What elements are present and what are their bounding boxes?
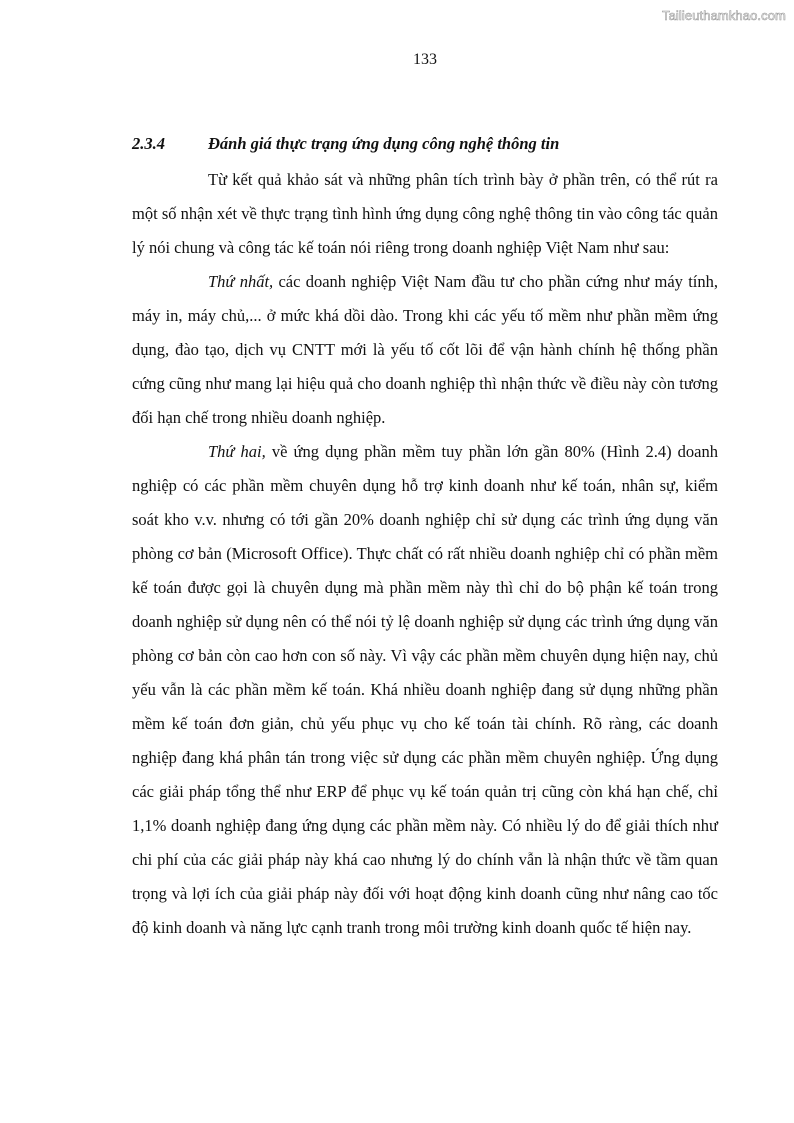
section-heading (132, 133, 722, 155)
paragraph-text: các doanh nghiệp Việt Nam đầu tư cho phần cứng như máy tính, máy in, máy chủ,... ở mức khá dồi dào. Trong khi các yếu tố mềm như phần mềm ứng dụng, đào tạo, dịch vụ CNTT mới là yếu tố cốt lõi để vận hành chính hệ thống phần cứng cũng như mang lại hiệu quả cho doanh nghiệp thì nhận thức về điều này còn tương đối hạn chế trong nhiều doanh nghiệp. (132, 272, 718, 427)
watermark-text: Tailieuthamkhao.com (661, 8, 786, 23)
page-number: 133 (413, 51, 437, 68)
paragraph-lead: Thứ nhất, (208, 272, 274, 291)
paragraph-first-point (132, 265, 718, 435)
body-text (132, 163, 718, 945)
paragraph-text: Từ kết quả khảo sát và những phân tích trình bày ở phần trên, có thể rút ra một số nhận xét về thực trạng tình hình ứng dụng công nghệ thông tin vào công tác quản lý nói chung và công tác kế toán nói riêng trong doanh nghiệp Việt Nam như sau: (132, 170, 718, 257)
paragraph-text: về ứng dụng phần mềm tuy phần lớn gần 80% (Hình 2.4) doanh nghiệp có các phần mềm chuyên dụng hỗ trợ kinh doanh như kế toán, nhân sự, kiểm soát kho v.v. nhưng có tới gần 20% doanh nghiệp chỉ sử dụng các trình ứng dụng văn phòng cơ bản (Microsoft Office). Thực chất có rất nhiều doanh nghiệp chỉ có phần mềm kế toán được gọi là chuyên dụng mà phần mềm này thì chỉ do bộ phận kế toán trong doanh nghiệp sử dụng nên có thể nói tỷ lệ doanh nghiệp sử dụng các trình ứng dụng văn phòng cơ bản còn cao hơn con số này. Vì vậy các phần mềm chuyên dụng hiện nay, chủ yếu vẫn là các phần mềm kế toán. Khá nhiều doanh nghiệp đang sử dụng những phần mềm kế toán đơn giản, chủ yếu phục vụ cho kế toán tài chính. Rõ ràng, các doanh nghiệp đang khá phân tán trong việc sử dụng các phần mềm chuyên nghiệp. Ứng dụng các giải pháp tổng thể như ERP để phục vụ kế toán quản trị cũng còn khá hạn chế, chỉ 1,1% doanh nghiệp đang ứng dụng các phần mềm này. Có nhiều lý do để giải thích như chi phí của các giải pháp này khá cao nhưng lý do chính vẫn là nhận thức về tầm quan trọng và lợi ích của giải pháp này đối với hoạt động kinh doanh cũng như nâng cao tốc độ kinh doanh và năng lực cạnh tranh trong môi trường kinh doanh quốc tế hiện nay. (132, 442, 718, 937)
paragraph-lead: Thứ hai, (208, 442, 266, 461)
section-number: 2.3.4 (132, 134, 165, 153)
paragraph-intro (132, 163, 718, 265)
section-title: Đánh giá thực trạng ứng dụng công nghệ thông tin (208, 134, 560, 153)
paragraph-second-point (132, 435, 718, 945)
